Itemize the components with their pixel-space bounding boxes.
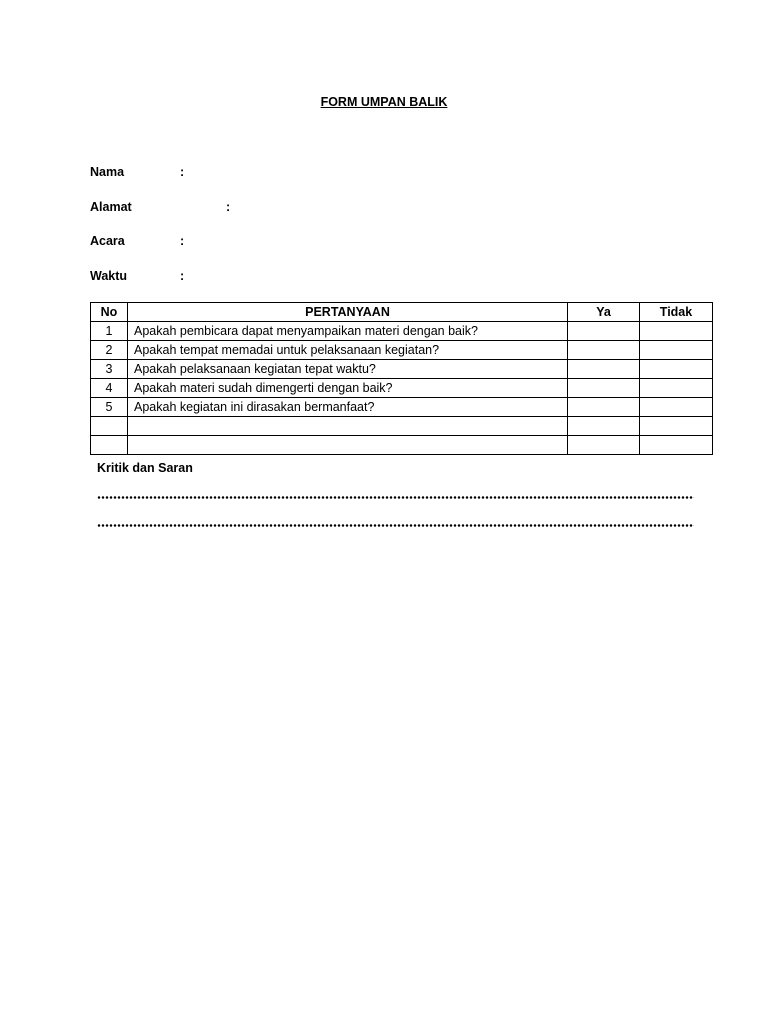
field-alamat-label: Alamat: [90, 200, 132, 214]
field-waktu-colon: :: [180, 269, 185, 283]
question-text: Apakah pelaksanaan kegiatan tepat waktu?: [128, 360, 568, 379]
answer-tidak-cell[interactable]: [640, 398, 713, 417]
answer-tidak-cell[interactable]: [640, 322, 713, 341]
answer-tidak-cell[interactable]: [640, 379, 713, 398]
feedback-label: Kritik dan Saran: [97, 461, 193, 475]
table-row: [91, 379, 713, 398]
question-text: [128, 436, 568, 455]
header-ya: Ya: [568, 303, 640, 322]
answer-ya-cell[interactable]: [568, 379, 640, 398]
field-acara: [90, 232, 390, 250]
questions-table: [90, 302, 713, 455]
row-number: 1: [91, 322, 128, 341]
row-number: 2: [91, 341, 128, 360]
row-number: [91, 417, 128, 436]
row-number: [91, 436, 128, 455]
field-nama-label: Nama: [90, 165, 125, 179]
answer-ya-cell[interactable]: [568, 436, 640, 455]
answer-tidak-cell[interactable]: [640, 360, 713, 379]
answer-tidak-cell[interactable]: [640, 417, 713, 436]
field-acara-colon: :: [180, 234, 185, 248]
answer-ya-cell[interactable]: [568, 322, 640, 341]
table-row: [91, 322, 713, 341]
field-waktu-label: Waktu: [90, 269, 128, 283]
answer-ya-cell[interactable]: [568, 398, 640, 417]
row-number: 3: [91, 360, 128, 379]
question-text: Apakah tempat memadai untuk pelaksanaan kegiatan?: [128, 341, 568, 360]
field-acara-label: Acara: [90, 234, 125, 248]
answer-ya-cell[interactable]: [568, 341, 640, 360]
table-row: [91, 341, 713, 360]
feedback-dotted-line[interactable]: [97, 524, 694, 527]
field-alamat-colon: :: [226, 200, 231, 214]
field-waktu: [90, 267, 390, 285]
row-number: 4: [91, 379, 128, 398]
form-title: FORM UMPAN BALIK: [320, 95, 448, 109]
header-tidak: Tidak: [640, 303, 713, 322]
table-row: [91, 398, 713, 417]
question-text: [128, 417, 568, 436]
table-row: [91, 436, 713, 455]
answer-ya-cell[interactable]: [568, 360, 640, 379]
answer-tidak-cell[interactable]: [640, 341, 713, 360]
answer-ya-cell[interactable]: [568, 417, 640, 436]
table-row: [91, 417, 713, 436]
table-row: [91, 360, 713, 379]
header-pertanyaan: PERTANYAAN: [128, 303, 568, 322]
question-text: Apakah kegiatan ini dirasakan bermanfaat?: [128, 398, 568, 417]
field-nama: [90, 163, 390, 181]
question-text: Apakah pembicara dapat menyampaikan materi dengan baik?: [128, 322, 568, 341]
field-nama-colon: :: [180, 165, 185, 179]
table-header-row: [91, 303, 713, 322]
answer-tidak-cell[interactable]: [640, 436, 713, 455]
feedback-dotted-line[interactable]: [97, 496, 694, 499]
field-alamat: [90, 198, 390, 216]
row-number: 5: [91, 398, 128, 417]
header-no: No: [91, 303, 128, 322]
question-text: Apakah materi sudah dimengerti dengan baik?: [128, 379, 568, 398]
